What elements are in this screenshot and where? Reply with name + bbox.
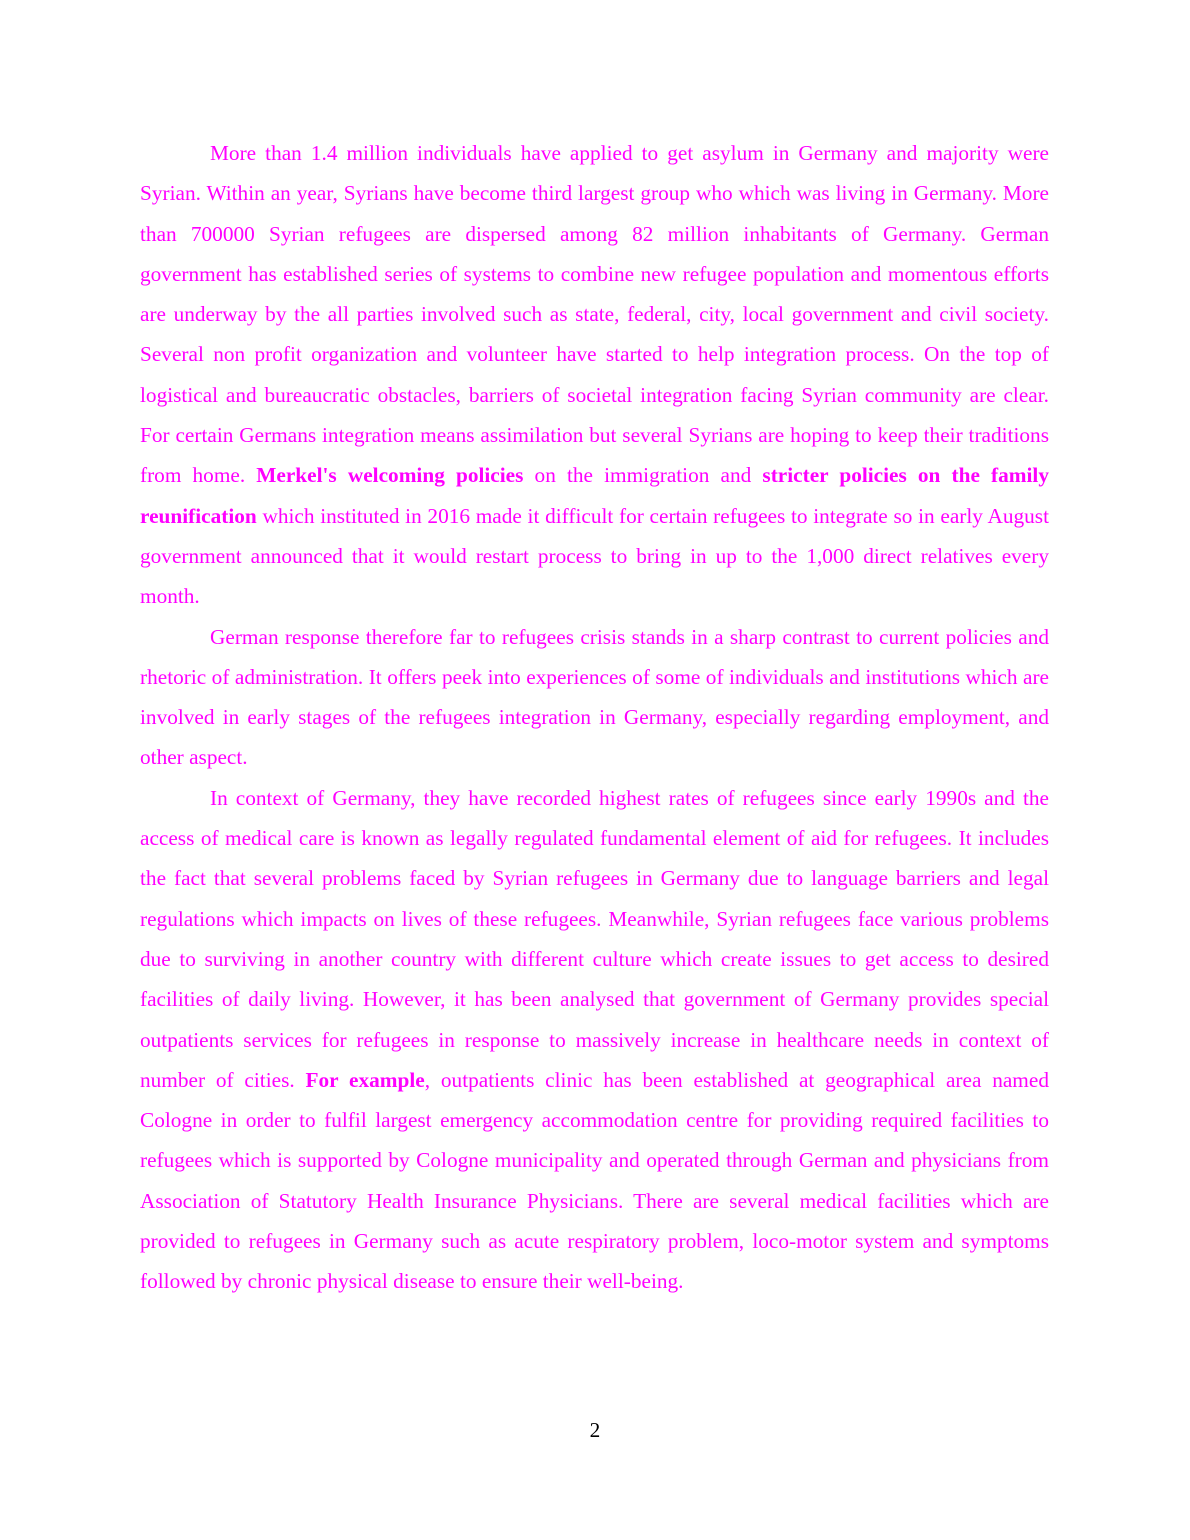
- paragraph-1-bold-merkel: Merkel's welcoming policies: [256, 463, 524, 488]
- paragraph-2: [140, 617, 1049, 778]
- paragraph-3-bold-example: For example: [305, 1067, 425, 1092]
- paragraph-3-text-a: In context of Germany, they have recorded highest rates of refugees since early 1990s and the access of medical care is known as legally regulated fundamental element of aid for refugees. It includes the fact that several problems faced by Syrian refugees in Germany due to language barriers and legal regulations which impacts on lives of these refugees. Meanwhile, Syrian refugees face various problems due to surviving in another country with different culture which create issues to get access to desired facilities of daily living. However, it has been analysed that government of Germany provides special outpatients services for refugees in response to massively increase in healthcare needs in context of number of cities.: [140, 785, 1049, 1092]
- paragraph-2-text: German response therefore far to refugees crisis stands in a sharp contrast to current policies and rhetoric of administration. It offers peek into experiences of some of individuals and institutions which are involved in early stages of the refugees integration in Germany, especially regarding employment, and other aspect.: [140, 624, 1049, 770]
- page-number: 2: [589, 1418, 601, 1442]
- paragraph-1-text-a: More than 1.4 million individuals have applied to get asylum in Germany and majority were Syrian. Within an year, Syrians have become third largest group who which was living in Germany. More than 700000 Syrian refugees are dispersed among 82 million inhabitants of Germany. German government has established series of systems to combine new refugee population and momentous efforts are underway by the all parties involved such as state, federal, city, local government and civil society. Several non profit organization and volunteer have started to help integration process. On the top of logistical and bureaucratic obstacles, barriers of societal integration facing Syrian community are clear. For certain Germans integration means assimilation but several Syrians are hoping to keep their traditions from home.: [140, 141, 1049, 488]
- paragraph-1-bold-reunification: stricter policies on the family reunification: [140, 463, 1050, 528]
- paragraph-3-text-c: , outpatients clinic has been established at geographical area named Cologne in order to fulfil largest emergency accommodation centre for providing required facilities to refugees which is supported by Cologne municipality and operated through German and physicians from Association of Statutory Health Insurance Physicians. There are several medical facilities which are provided to refugees in Germany such as acute respiratory problem, loco-motor system and symptoms followed by chronic physical disease to ensure their well-being.: [140, 1067, 1049, 1294]
- paragraph-1: [140, 133, 1049, 617]
- paragraph-1-text-c: on the immigration and: [523, 463, 763, 488]
- paragraph-1-text-e: which instituted in 2016 made it difficult for certain refugees to integrate so in early August government announced that it would restart process to bring in up to the 1,000 direct relatives every month.: [140, 503, 1049, 609]
- body-text: [140, 133, 1049, 1302]
- paragraph-3: [140, 778, 1049, 1302]
